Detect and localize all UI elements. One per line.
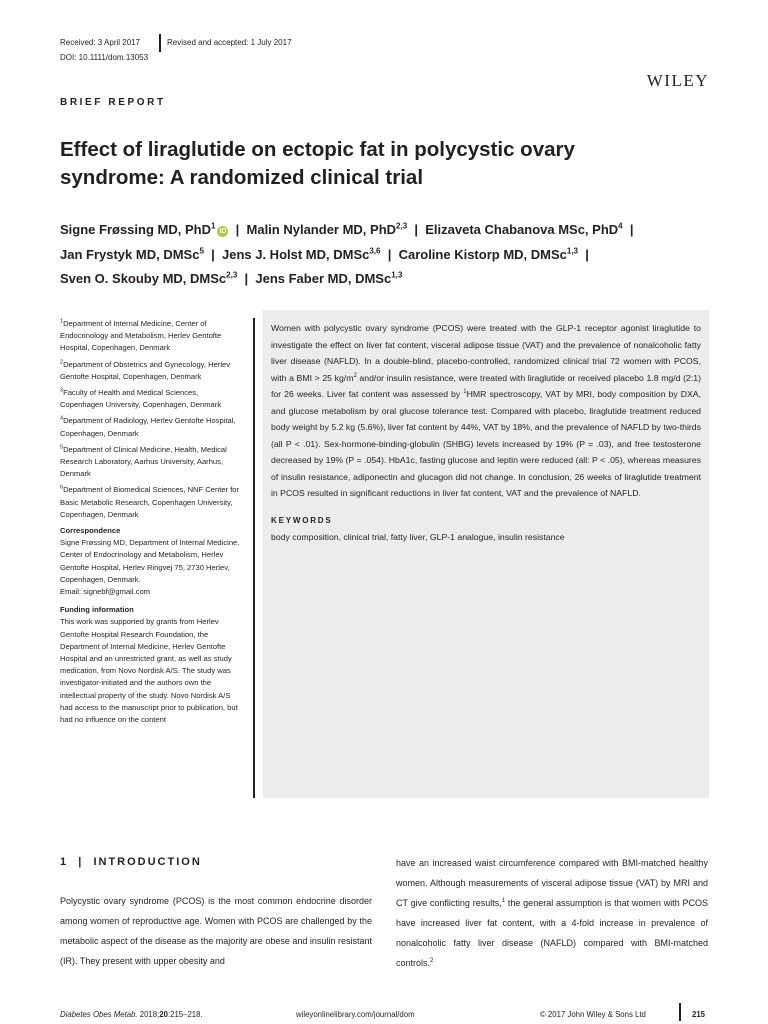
author[interactable]: Elizaveta Chabanova MSc, PhD$^4$: [425, 221, 623, 237]
author-list: Signe Frøssing MD, PhD$^1$iD | Malin Nylander MD, PhD$^{2,3}$ | Elizaveta Chabanova MSc, PhD$^4$ | Jan Frystyk MD, DMSc$^5$ | Jens J. Holst MD, DMSc$^{3,6}$ | Caroline Kistorp MD, DMSc$^{1,3}$ | Sven O. Skouby MD, DMSc$^{2,3}$ | Jens Faber MD, DMSc$^{1,3}$: [60, 221, 634, 286]
footer-citation: Diabetes Obes Metab. 2018;20:215–218.: [60, 1010, 203, 1019]
correspondence-email[interactable]: Email: signebf@gmail.com: [60, 587, 151, 597]
column-divider: [253, 318, 255, 798]
section-heading: 1 | INTRODUCTION: [60, 856, 202, 868]
body-left-column: Polycystic ovary syndrome (PCOS) is the most common endocrine disorder among women of reproductive age. Women with PCOS are challenged by the metabolic aspect of the disease as the majority are obese and insulin resistant (IR). They present with upper obesity and: [60, 896, 372, 966]
orcid-icon[interactable]: iD: [219, 228, 227, 235]
received-date: Received: 3 April 2017: [60, 38, 141, 47]
author[interactable]: Jan Frystyk MD, DMSc$^5$: [60, 246, 204, 262]
footer-divider: [679, 1003, 681, 1021]
funding-heading: Funding information: [60, 605, 134, 615]
correspondence-text: Signe Frøssing MD, Department of Internal Medicine, Center of Endocrinology and Metabolism, Herlev Gentofte Hospital, Herlev Ringvej 75, 2730 Herlev, Copenhagen, Denmark.: [60, 538, 240, 584]
affiliation: $^5$Department of Clinical Medicine, Health, Medical Research Laboratory, Aarhus University, Aarhus, Denmark: [60, 444, 227, 479]
footer-url[interactable]: wileyonlinelibrary.com/journal/dom: [296, 1010, 415, 1019]
article-title: Effect of liraglutide on ectopic fat in polycystic ovary syndrome: A randomized clinical trial: [60, 138, 575, 189]
author[interactable]: Signe Frøssing MD, PhD$^1$: [60, 221, 216, 237]
affiliations-column: [60, 318, 242, 730]
affiliation: $^6$Department of Biomedical Sciences, NNF Center for Basic Metabolic Research, Copenhagen University, Copenhagen, Denmark: [60, 484, 240, 519]
affiliation: $^3$Faculty of Health and Medical Sciences, Copenhagen University, Copenhagen, Denmark: [60, 387, 222, 410]
affiliation: $^2$Department of Obstetrics and Gynecology, Herlev Gentofte Hospital, Copenhagen, Denmark: [60, 359, 231, 381]
author[interactable]: Jens J. Holst MD, DMSc$^{3,6}$: [221, 246, 381, 262]
page-number: 215: [692, 1010, 706, 1019]
abstract-text: Women with polycystic ovary syndrome (PCOS) were treated with the GLP-1 receptor agonist liraglutide to investigate the effect on liver fat content, visceral adipose tissue (VAT) and the prevalence of nonalcoholic fatty liver disease (NAFLD). In a double-blind, placebo-controlled, randomized clinical trial 72 women with PCOS, with a BMI > 25 $kg/m^2$ and/or insulin resistance, were treated with liraglutide or received placebo 1.8 mg/d (2:1) for 26 weeks. Liver fat content was assessed by $^1$HMR spectroscopy, VAT by MRI, body composition by DXA, and glucose metabolism by oral glucose tolerance test. Compared with placebo, liraglutide treatment reduced body weight by 5.2 kg (5.6%), liver fat content by 44%, VAT by 18%, and the prevalence of NAFLD by two-thirds (all P < .01). Sex-hormone-binding-globulin (SHBG) levels increased by 19% (P = .03), and free testosterone decreased by 19% (P = .054). HbA1c, fasting glucose and leptin were reduced (all: P < .05), whereas measures of insulin resistance, adiponectin and glucagon did not change. In conclusion, 26 weeks of liraglutide treatment in PCOS resulted in significant reductions in liver fat content, VAT and the prevalence of NAFLD.: [271, 323, 702, 498]
affiliation: $^1$Department of Internal Medicine, Center of Endocrinology and Metabolism, Herlev Gentofte Hospital, Copenhagen, Denmark: [60, 318, 222, 353]
author[interactable]: Malin Nylander MD, PhD$^{2,3}$: [246, 221, 408, 237]
publisher-logo: WILEY: [646, 71, 709, 90]
author[interactable]: Sven O. Skouby MD, DMSc$^{2,3}$: [60, 270, 238, 286]
funding-text: This work was supported by grants from Herlev Gentofte Hospital Research Foundation, the Department of Internal Medicine, Herlev Gentofte Hospital and an unrestricted grant, as well as study medication, from Novo Nordisk A/S. The study was investigator-initiated and the authors own the intellectual property of the study. Novo Nordisk A/S had access to the manuscript prior to publication, but had no influence on the content: [60, 617, 238, 725]
author[interactable]: Jens Faber MD, DMSc$^{1,3}$: [255, 270, 403, 286]
correspondence-heading: Correspondence: [60, 526, 121, 536]
header-divider: [159, 34, 161, 52]
revised-date: Revised and accepted: 1 July 2017: [167, 38, 292, 47]
body-right-column: have an increased waist circumference compared with BMI-matched healthy women. Although measurements of visceral adipose tissue (VAT) by MRI and CT give conflicting results,$^1$ the general assumption is that women with PCOS have increased liver fat content, with a 4-fold increase in prevalence of nonalcoholic fatty liver disease (NAFLD) compared with BMI-matched controls.$^2$: [396, 858, 708, 968]
abstract-box: [263, 310, 709, 798]
author[interactable]: Caroline Kistorp MD, DMSc$^{1,3}$: [398, 246, 578, 262]
doi: DOI: 10.1111/dom.13053: [60, 53, 149, 62]
affiliation: $^4$Department of Radiology, Herlev Gentofte Hospital, Copenhagen, Denmark: [60, 415, 236, 438]
article-type: BRIEF REPORT: [60, 97, 166, 108]
footer-copyright: © 2017 John Wiley & Sons Ltd: [540, 1010, 646, 1019]
keywords-heading: KEYWORDS: [271, 515, 333, 525]
keywords-text: body composition, clinical trial, fatty liver, GLP-1 analogue, insulin resistance: [271, 531, 565, 542]
